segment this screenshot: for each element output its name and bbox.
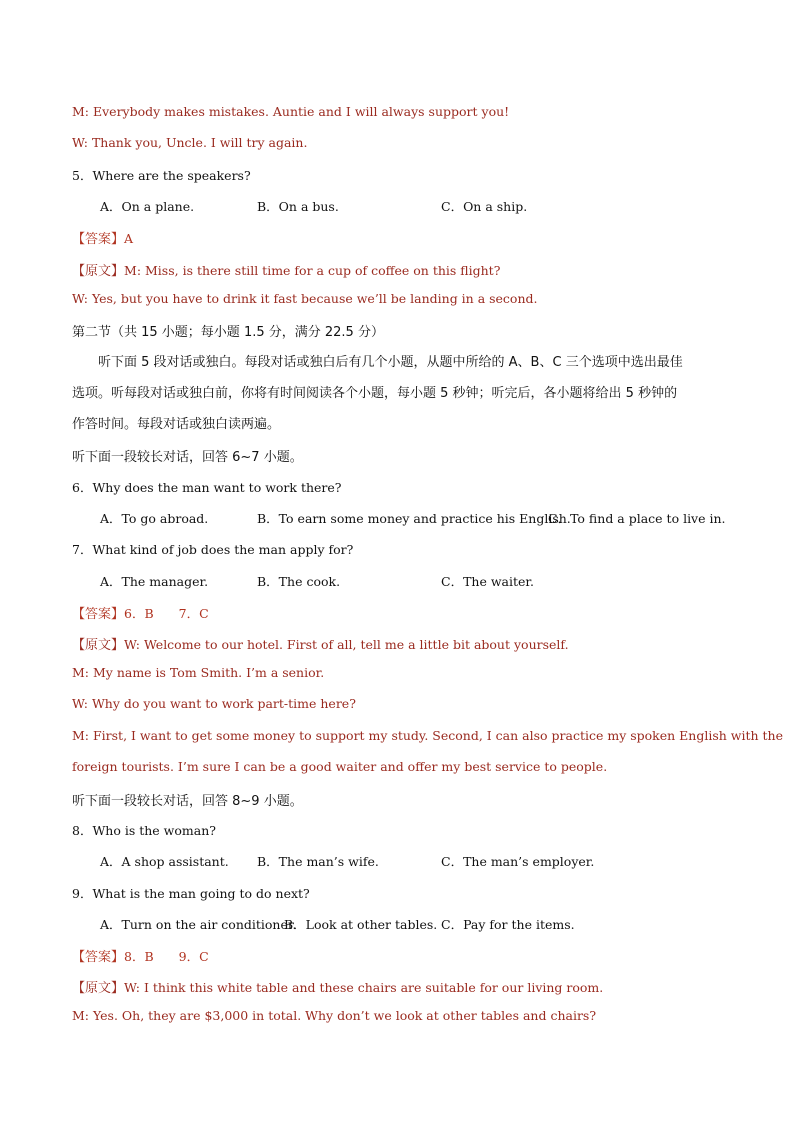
dialogue-intro: 听下面一段较长对话，回答 6~7 小题。 [72,450,303,465]
transcript-tag: 【原文】 [72,638,125,653]
transcript-line: M: First, I want to get some money to support my study. Second, I can also practice my spoken English with the [72,728,783,743]
instruction-line: 选项。听每段对话或独白前，你将有时间阅读各个小题，每小题 5 秒钟；听完后，各小题将给出 5 秒钟的 [72,386,678,401]
answer-value: A [124,231,134,246]
transcript-line [72,634,569,653]
transcript-tag: 【原文】 [72,981,125,996]
q5-option-c: C．On a ship. [441,199,528,214]
answer-value: 6．B 7．C [124,606,209,621]
transcript-line: W: Thank you, Uncle. I will try again. [72,135,308,150]
q9-option-b: B．Look at other tables. [284,917,438,932]
transcript-text: W: Welcome to our hotel. First of all, tell me a little bit about yourself. [124,637,569,652]
transcript-text: M: Miss, is there still time for a cup of coffee on this flight? [124,263,501,278]
question-7: 7．What kind of job does the man apply for? [72,542,354,557]
q6-option-a: A．To go abroad. [100,511,209,526]
instruction-line: 听下面 5 段对话或独白。每段对话或独白后有几个小题，从题中所给的 A、B、C 三个选项中选出最佳 [98,355,683,370]
transcript-line: M: Everybody makes mistakes. Auntie and I will always support you! [72,104,510,119]
answer-line-8-9 [72,946,209,965]
q5-option-a: A．On a plane. [100,199,195,214]
section-heading: 第二节（共 15 小题；每小题 1.5 分，满分 22.5 分） [72,325,384,340]
q6-option-b: B．To earn some money and practice his English. [257,511,571,526]
q8-option-b: B．The man’s wife. [257,854,379,869]
answer-line-6-7 [72,603,209,622]
transcript-text: W: I think this white table and these chairs are suitable for our living room. [124,980,604,995]
transcript-tag: 【原文】 [72,264,125,279]
question-8: 8．Who is the woman? [72,823,216,838]
transcript-line: foreign tourists. I’m sure I can be a good waiter and offer my best service to people. [72,759,608,774]
q9-option-a: A．Turn on the air conditioner. [100,917,297,932]
question-6: 6．Why does the man want to work there? [72,480,342,495]
instruction-line: 作答时间。每段对话或独白读两遍。 [72,417,281,432]
transcript-line [72,977,603,996]
q8-option-a: A．A shop assistant. [100,854,229,869]
q7-option-b: B．The cook. [257,574,341,589]
answer-tag: 【答案】 [72,607,125,622]
transcript-line: W: Yes, but you have to drink it fast because we’ll be landing in a second. [72,291,538,306]
answer-line-5 [72,228,133,247]
q7-option-a: A．The manager. [100,574,209,589]
answer-tag: 【答案】 [72,950,125,965]
q5-option-b: B．On a bus. [257,199,339,214]
transcript-line [72,260,500,279]
answer-value: 8．B 9．C [124,949,209,964]
transcript-line: W: Why do you want to work part-time here? [72,696,356,711]
dialogue-intro: 听下面一段较长对话，回答 8~9 小题。 [72,794,303,809]
transcript-line: M: My name is Tom Smith. I’m a senior. [72,665,325,680]
q6-option-c: C．To find a place to live in. [548,511,726,526]
section-instructions [72,347,732,440]
q9-option-c: C．Pay for the items. [441,917,575,932]
q8-option-c: C．The man’s employer. [441,854,595,869]
question-5: 5．Where are the speakers? [72,168,251,183]
transcript-line: M: Yes. Oh, they are $3,000 in total. Why don’t we look at other tables and chairs? [72,1008,597,1023]
question-9: 9．What is the man going to do next? [72,886,310,901]
q7-option-c: C．The waiter. [441,574,534,589]
answer-tag: 【答案】 [72,232,125,247]
